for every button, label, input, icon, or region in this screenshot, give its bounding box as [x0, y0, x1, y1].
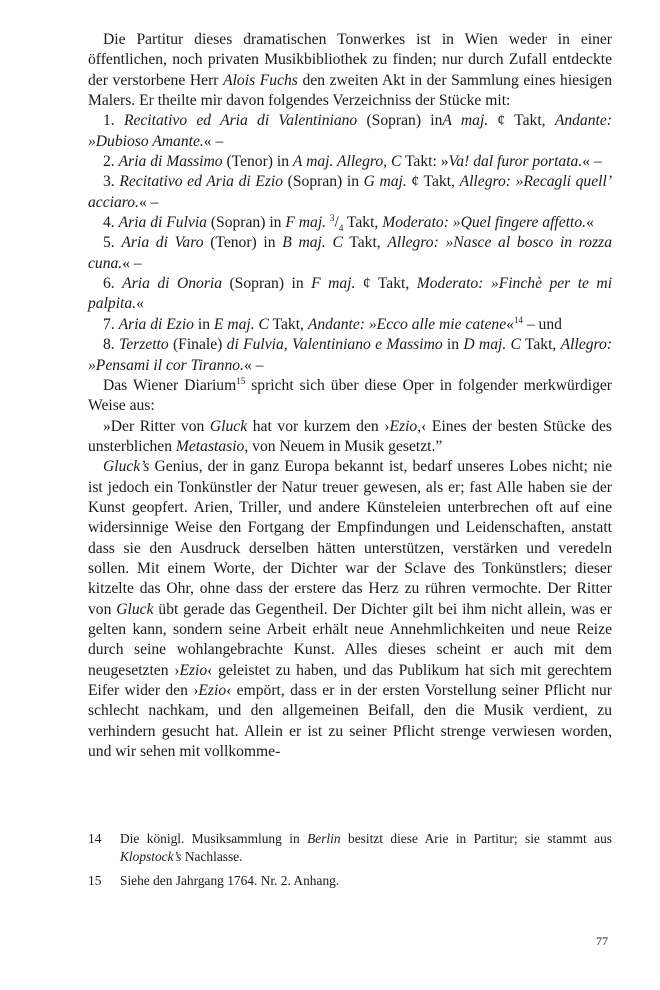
item-number: 2.	[103, 153, 119, 171]
quote-text: ‹ Eines der besten Stücke des unsterblichen	[88, 417, 612, 455]
item-number: 3.	[103, 173, 120, 191]
footnote	[88, 830, 612, 866]
item-title: Aria di Massimo	[118, 153, 223, 171]
item-title: Aria di Fulvia	[118, 214, 207, 232]
item-number: 5.	[103, 234, 122, 252]
item-voice: (Sopran) in	[206, 214, 286, 232]
list-item	[88, 335, 612, 376]
item-meter: ¢ Takt,	[406, 173, 460, 191]
title-ezio: Ezio,	[389, 417, 422, 435]
quote-text: »Der Ritter von	[103, 417, 210, 435]
name-gluck: Gluck	[116, 600, 154, 618]
body-text: ‹ geleistet zu haben, und das Publikum hat sich mit gerechtem Eifer wider den ›	[88, 661, 612, 699]
list-item	[88, 111, 612, 152]
footnote-text-part: Nachlasse.	[181, 849, 243, 864]
item-number: 8.	[103, 336, 119, 354]
list-item	[88, 315, 612, 335]
item-end: «	[506, 315, 514, 333]
body-text: Genius, der in ganz Europa bekannt ist, bedarf unseres Lobes nicht; nie ist jedoch ein Tonkünstler der Natur treuer gewesen, als er; fast Alle haben sie der Kunst geopfert. Arien, Triller, und andere Künsteleien unterbrechen oft auf eine widersinnige Weise den Fortgang der Empfindungen und Leidenschaften, anstatt dass sie den Ausdruck derselben hätten unterstützen, verstärken und veredeln sollen. Mit einem Worte, der Dichter war der Sclave des Tonkünstlers; dieser kitzelte das Ohr, ohne dass der erstere das Herz zu rühren vermochte. Der Ritter von	[88, 458, 612, 618]
item-meter: Takt,	[268, 315, 308, 333]
item-number: 6.	[103, 275, 123, 293]
item-end: « –	[122, 254, 142, 272]
item-voice: (Sopran) in	[357, 112, 443, 130]
item-number: 4.	[103, 214, 119, 232]
footnote-text	[120, 830, 612, 866]
meter-denominator: 4	[338, 223, 344, 234]
intro-paragraph	[88, 30, 612, 111]
footnote-text-part: Siehe den Jahrgang 1764. Nr. 2. Anhang.	[120, 873, 340, 888]
item-tempo: Andante: »Ecco alle mie catene	[307, 315, 507, 333]
item-voice: (Tenor) in	[222, 153, 293, 171]
item-tempo: Allegro: »Nasce al bosco in rozza cuna.	[88, 234, 612, 272]
footnote-number: 15	[88, 873, 102, 888]
title-ezio: Ezio	[198, 682, 227, 699]
body-text: ‹ empört, dass er in der ersten Vorstellung seiner Pflicht nur schlecht nachkam, und den allgemeinen Beifall, den die Musik verdient, zu verhindern gesucht hat. Allein er ist zu seiner Pflicht strenge verwiesen worden, und wir sehen mit vollkomme-	[88, 682, 612, 761]
diarium-text: Das Wiener Diarium	[103, 376, 237, 394]
item-meter: Takt,	[343, 214, 383, 232]
item-title: Aria di Varo	[121, 234, 204, 252]
item-voice: (Finale)	[168, 336, 227, 354]
item-number: 7.	[103, 315, 119, 333]
name-klopstock: Klopstock’s	[120, 849, 182, 864]
footnote-text-part: besitzt diese Arie in Partitur; sie stammt aus	[340, 831, 612, 846]
name-alois-fuchs: Alois Fuchs	[223, 71, 298, 89]
item-tempo: Moderato: »Quel fingere affetto.	[382, 214, 587, 232]
main-text	[88, 30, 612, 762]
item-title: Recitativo ed Aria di Ezio	[119, 173, 284, 191]
item-tempo: Va! dal furor portata.	[448, 153, 583, 171]
footnote-ref-14[interactable]: 14	[513, 314, 523, 325]
item-tail: – und	[522, 315, 562, 333]
footnote-text-part: Die königl. Musiksammlung in	[120, 831, 308, 846]
item-voice: in	[193, 315, 214, 333]
item-title: Recitativo ed Aria di Valentiniano	[123, 112, 358, 130]
footnote	[88, 872, 612, 890]
item-voice: (Tenor) in	[203, 234, 283, 252]
title-ezio: Ezio	[179, 661, 208, 679]
list-item: 4. Aria di Fulvia (Sopran) in F maj. $^3/_4$ Takt, Moderato: »Quel fingere affetto.«	[103, 213, 594, 234]
item-end: « –	[138, 193, 159, 211]
footnote-number: 14	[88, 831, 102, 846]
item-characters: di Fulvia, Valentiniano e Massimo	[226, 336, 443, 354]
footnotes	[88, 830, 612, 896]
item-end: «	[586, 214, 594, 232]
item-voice: (Sopran) in	[222, 275, 312, 293]
item-meter: in	[442, 336, 464, 354]
intro-text: Die Partitur dieses dramatischen Tonwerkes ist in Wien weder in einer öffentlichen, noch privaten Musikbibliothek zu finden; nur durch Zufall entdeckte der verstorbene Herr	[88, 31, 612, 89]
item-end: « –	[203, 132, 224, 150]
quote-text: hat vor kurzem den ›	[247, 417, 390, 435]
name-metastasio: Metastasio,	[175, 437, 249, 455]
item-title: Aria di Onoria	[122, 275, 223, 293]
item-tempo: Moderato: »Finchè per te mi palpita.	[88, 275, 613, 313]
item-voice: (Sopran) in	[283, 173, 364, 191]
item-end: « –	[243, 356, 264, 374]
item-meter: ¢ Takt,	[488, 112, 555, 130]
item-number: 1.	[103, 112, 124, 130]
item-key: B maj. C	[282, 234, 343, 252]
item-tempo: Allegro: »Pensami il cor Tiranno.	[88, 336, 613, 374]
item-key: G maj.	[363, 173, 407, 191]
item-key: A maj. Allegro, C	[292, 153, 402, 171]
body-text: übt gerade das Gegentheil. Der Dichter gilt bei ihm nicht allein, was er gelten kann, sondern seine Arbeit erhält neue Annehmlichkeiten und neue Reize durch seine wohlangebrachte Kunst. Alles dieses scheint er auch mit dem neugesetzten ›	[88, 600, 612, 679]
diarium-text-2: spricht sich über diese Oper in folgender merkwürdiger Weise aus:	[88, 376, 612, 415]
item-key: A maj.	[442, 112, 489, 130]
list-item	[88, 152, 612, 172]
diarium-paragraph	[88, 376, 612, 417]
item-meter: Takt,	[342, 234, 388, 252]
name-gluck: Gluck	[209, 417, 248, 435]
item-title: Aria di Ezio	[118, 315, 194, 333]
item-end: « –	[582, 153, 602, 171]
item-key: F maj.	[285, 214, 327, 232]
item-meter: Takt: »	[401, 153, 449, 171]
meter-numerator: 3	[329, 213, 335, 224]
item-key: D maj. C	[463, 336, 521, 354]
name-glucks: Gluck’s	[103, 458, 150, 476]
item-key: E maj. C	[213, 315, 269, 333]
item-takt: Takt,	[520, 336, 561, 354]
item-tempo: Allegro: »Recagli quell’ acciaro.	[88, 173, 613, 211]
quote-text: von Neuem in Musik gesetzt.”	[248, 437, 443, 455]
item-key: F maj.	[311, 275, 356, 293]
list-item	[88, 233, 612, 274]
footnote-text	[120, 872, 612, 890]
place-berlin: Berlin	[307, 831, 341, 846]
item-meter: ¢ Takt,	[355, 275, 417, 293]
list-item	[88, 172, 612, 213]
item-tempo: Andante: »Dubioso Amante.	[88, 112, 612, 150]
item-title: Terzetto	[119, 336, 169, 354]
quote-paragraph	[88, 417, 612, 458]
item-end: «	[136, 295, 144, 313]
list-item	[88, 274, 612, 315]
body-paragraph	[88, 457, 612, 762]
page-number: 77	[596, 934, 608, 948]
intro-text-2: den zweiten Akt in der Sammlung eines hiesigen Malers. Er theilte mir davon folgendes Verzeichniss der Stücke mit:	[88, 71, 612, 110]
footnote-ref-15[interactable]: 15	[236, 375, 246, 386]
